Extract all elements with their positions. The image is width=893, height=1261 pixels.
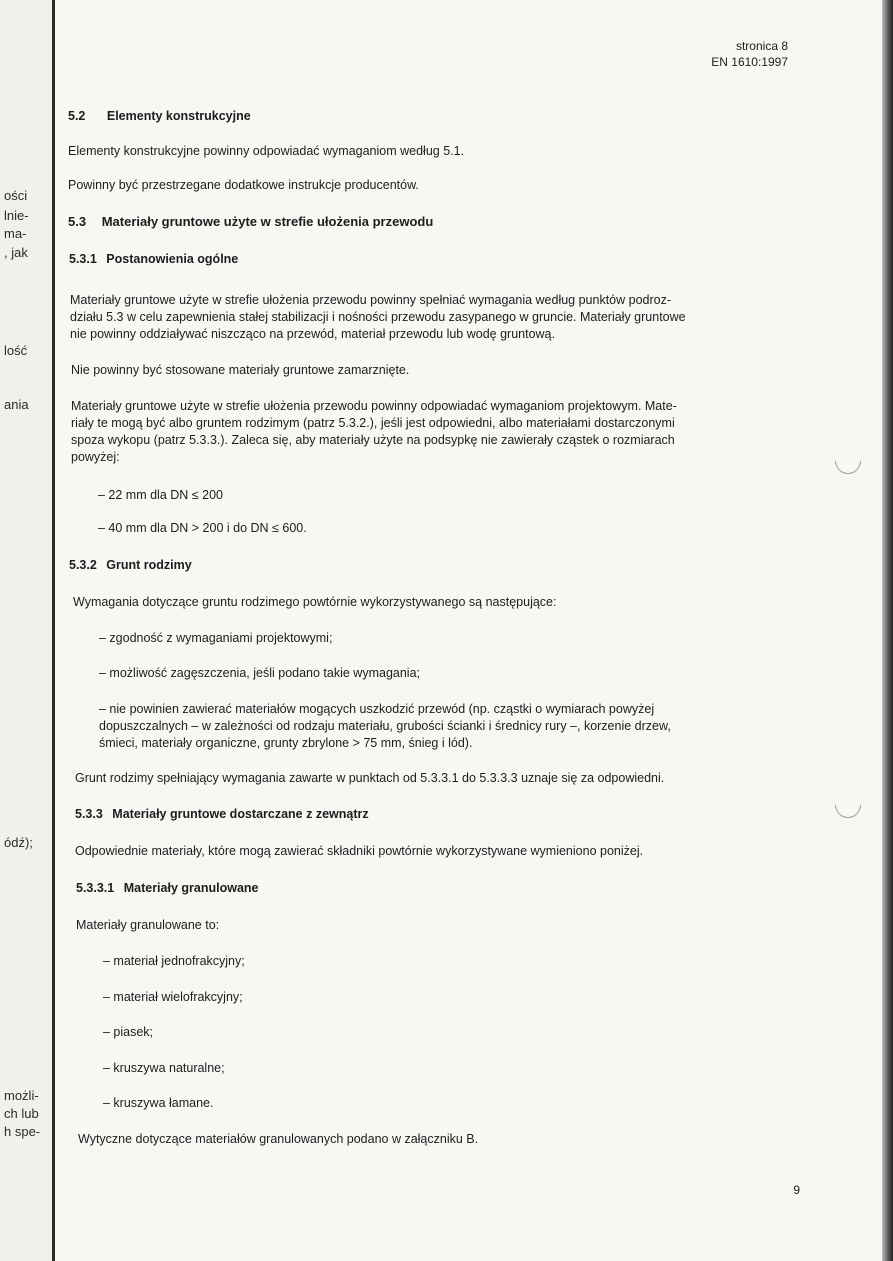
paragraph-line: spoza wykopu (patrz 5.3.3.). Zaleca się, aby materiały użyte na podsypkę nie zawierały cząstek o rozmiarach [71, 433, 675, 447]
list-item: – piasek; [103, 1025, 154, 1039]
section-number: 5.3.2 [69, 558, 97, 572]
section-title: Postanowienia ogólne [106, 252, 239, 266]
section-number: 5.2 [68, 109, 86, 123]
document-page [52, 0, 885, 1261]
paragraph: Wytyczne dotyczące materiałów granulowanych podano w załączniku B. [78, 1132, 479, 1146]
paragraph: Nie powinny być stosowane materiały gruntowe zamarznięte. [71, 363, 410, 377]
section-number: 5.3.3.1 [76, 881, 115, 895]
list-item: – zgodność z wymaganiami projektowymi; [99, 631, 333, 645]
paragraph: Grunt rodzimy spełniający wymagania zawarte w punktach od 5.3.3.1 do 5.3.3.3 uznaje się za odpowiedni. [75, 771, 665, 785]
page-label: stronica 8 [735, 39, 788, 53]
list-item: – materiał wielofrakcyjny; [103, 990, 243, 1004]
paragraph: Odpowiednie materiały, które mogą zawierać składniki powtórnie wykorzystywane wymieniono poniżej. [75, 844, 644, 858]
list-item: – 40 mm dla DN > 200 i do DN ≤ 600. [98, 521, 307, 535]
section-title: Materiały gruntowe dostarczane z zewnątrz [112, 807, 369, 821]
paragraph-line: Materiały gruntowe użyte w strefie ułożenia przewodu powinny spełniać wymagania według punktów podroz- [70, 293, 672, 307]
section-title: Grunt rodzimy [106, 558, 192, 572]
section-title: Materiały granulowane [123, 881, 259, 895]
margin-fragment: lość [4, 343, 28, 358]
list-item-line: śmieci, materiały organiczne, grunty zbrylone > 75 mm, śnieg i lód). [99, 736, 473, 750]
section-5-3-heading [68, 213, 433, 230]
margin-fragment: h spe- [4, 1124, 41, 1139]
list-item-line: dopuszczalnych – w zależności od rodzaju materiału, grubości ścianki i średnicy rury –, korzenie drzew, [99, 719, 671, 733]
page-header [711, 38, 788, 70]
margin-fragment: ania [4, 397, 29, 412]
section-5-3-1-heading [69, 251, 238, 268]
list-item: – kruszywa łamane. [103, 1096, 214, 1110]
paragraph: Wymagania dotyczące gruntu rodzimego powtórnie wykorzystywanego są następujące: [73, 595, 557, 609]
standard-number: EN 1610:1997 [711, 55, 788, 69]
section-number: 5.3.3 [75, 807, 103, 821]
paragraph-line: powyżej: [71, 450, 120, 464]
margin-fragment: ma- [4, 226, 27, 241]
section-number: 5.3 [68, 214, 87, 229]
margin-fragment: ości [4, 188, 28, 203]
margin-fragment: lnie- [4, 208, 29, 223]
binder-hole [830, 443, 867, 480]
margin-fragment: ódź); [4, 835, 33, 850]
section-5-3-3-1-heading [76, 880, 258, 897]
margin-fragment: , jak [4, 245, 28, 260]
section-title: Materiały gruntowe użyte w strefie ułożenia przewodu [101, 214, 434, 229]
section-number: 5.3.1 [69, 252, 97, 266]
paragraph: Powinny być przestrzegane dodatkowe instrukcje producentów. [68, 178, 419, 192]
list-item: – możliwość zagęszczenia, jeśli podano takie wymagania; [99, 666, 420, 680]
margin-fragment: ch lub [4, 1106, 39, 1121]
section-5-3-2-heading [69, 557, 192, 574]
binder-hole [830, 787, 867, 824]
list-item-line: – nie powinien zawierać materiałów mogących uszkodzić przewód (np. cząstki o wymiarach powyżej [99, 702, 655, 716]
margin-fragment: możli- [4, 1088, 39, 1103]
paragraph-line: riały te mogą być albo gruntem rodzimym (patrz 5.3.2.), jeśli jest odpowiedni, albo materiałami dostarczonymi [71, 416, 675, 430]
list-item: – 22 mm dla DN ≤ 200 [98, 488, 223, 502]
list-item: – materiał jednofrakcyjny; [103, 954, 245, 968]
paragraph: Materiały granulowane to: [76, 918, 220, 932]
scan-edge [882, 0, 893, 1261]
section-5-2-heading [68, 108, 251, 125]
paragraph-line: nie powinny oddziaływać niszcząco na przewód, materiał przewodu lub wodę gruntową. [70, 327, 555, 341]
list-item: – kruszywa naturalne; [103, 1061, 225, 1075]
paragraph-line: działu 5.3 w celu zapewnienia stałej stabilizacji i nośności przewodu zasypanego w gruncie. Materiały gruntowe [70, 310, 686, 324]
left-margin-strip [0, 0, 52, 1261]
section-5-3-3-heading [75, 806, 369, 823]
section-title: Elementy konstrukcyjne [106, 109, 251, 123]
page-number: 9 [793, 1183, 800, 1197]
paragraph: Elementy konstrukcyjne powinny odpowiadać wymaganiom według 5.1. [68, 144, 465, 158]
paragraph-line: Materiały gruntowe użyte w strefie ułożenia przewodu powinny odpowiadać wymaganiom projektowym. Mate- [71, 399, 677, 413]
